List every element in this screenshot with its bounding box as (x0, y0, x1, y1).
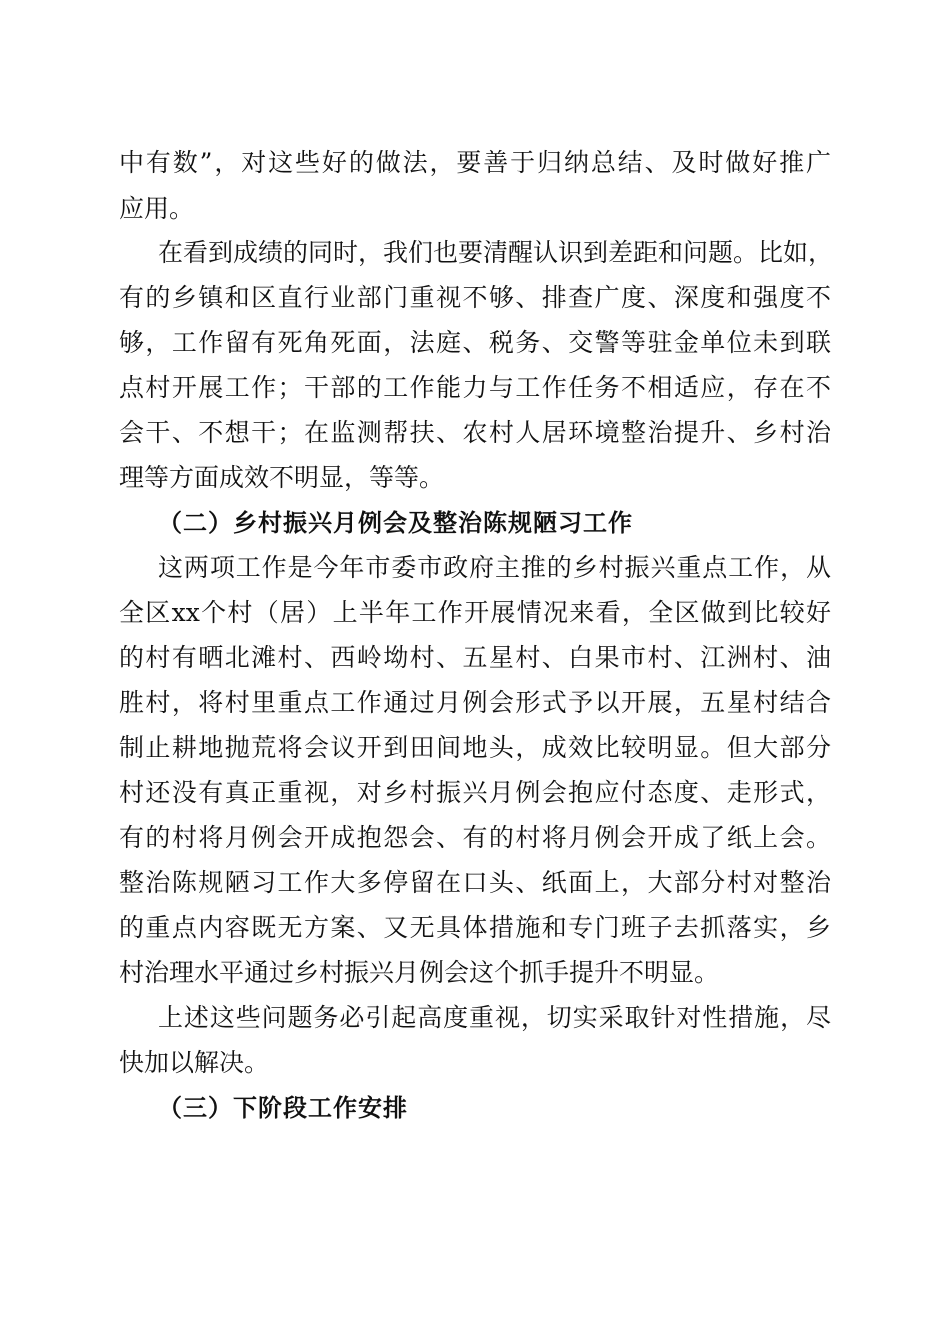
paragraph-3-line-5: 制止耕地抛荒将会议开到田间地头，成效比较明显。但大部分 (119, 733, 831, 762)
paragraph-1-line-2: 应用。 (119, 194, 195, 223)
paragraph-2-line-3: 够，工作留有死角死面，法庭、税务、交警等驻金单位未到联 (119, 328, 831, 357)
paragraph-3-line-4: 胜村，将村里重点工作通过月例会形式予以开展，五星村结合 (119, 688, 831, 717)
paragraph-3-line-7: 有的村将月例会开成抱怨会、有的村将月例会开成了纸上会。 (119, 823, 831, 852)
paragraph-3-line-3: 的村有晒北滩村、西岭坳村、五星村、白果市村、江洲村、油 (119, 643, 831, 672)
paragraph-1-line-1: 中有数”，对这些好的做法，要善于归纳总结、及时做好推广 (119, 148, 831, 177)
paragraph-2-line-1: 在看到成绩的同时，我们也要清醒认识到差距和问题。比如， (158, 238, 834, 267)
section-heading-3: （三）下阶段工作安排 (158, 1094, 408, 1122)
paragraph-2-line-2: 有的乡镇和区直行业部门重视不够、排查广度、深度和强度不 (119, 283, 831, 312)
paragraph-3-line-9: 的重点内容既无方案、又无具体措施和专门班子去抓落实，乡 (119, 913, 831, 942)
paragraph-2-line-5: 会干、不想干；在监测帮扶、农村人居环境整治提升、乡村治 (119, 418, 831, 447)
paragraph-3-line-8: 整治陈规陋习工作大多停留在口头、纸面上，大部分村对整治 (119, 868, 831, 897)
paragraph-3-line-10: 村治理水平通过乡村振兴月例会这个抓手提升不明显。 (119, 958, 720, 987)
paragraph-4-line-1: 上述这些问题务必引起高度重视，切实采取针对性措施，尽 (158, 1003, 831, 1032)
paragraph-2-line-4: 点村开展工作；干部的工作能力与工作任务不相适应，存在不 (119, 373, 831, 402)
paragraph-2-line-6: 理等方面成效不明显，等等。 (119, 463, 445, 492)
paragraph-3-line-6: 村还没有真正重视，对乡村振兴月例会抱应付态度、走形式， (119, 778, 831, 807)
paragraph-4-line-2: 快加以解决。 (119, 1048, 270, 1077)
paragraph-3-line-2: 全区xx个村（居）上半年工作开展情况来看，全区做到比较好 (119, 598, 831, 627)
paragraph-3-line-1: 这两项工作是今年市委市政府主推的乡村振兴重点工作，从 (158, 553, 831, 582)
section-heading-2: （二）乡村振兴月例会及整治陈规陋习工作 (158, 509, 633, 537)
